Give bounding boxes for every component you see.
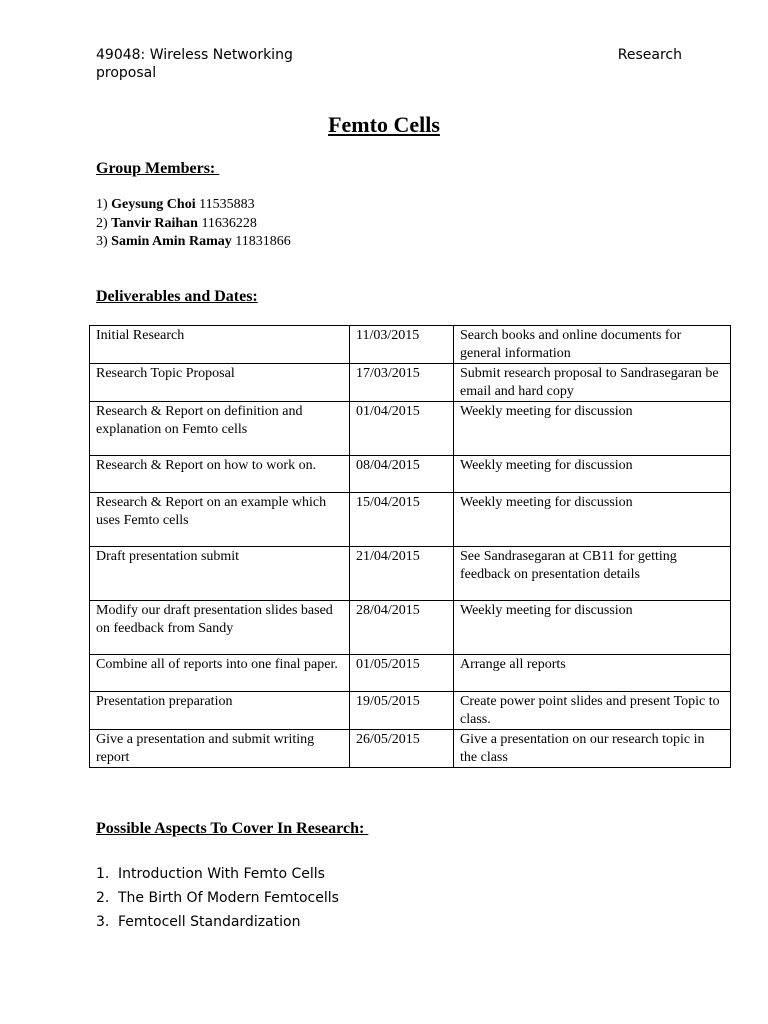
task-cell: Give a presentation and submit writing report <box>90 730 350 768</box>
list-item-text: Femtocell Standardization <box>118 914 301 930</box>
date-cell: 11/03/2015 <box>350 326 454 364</box>
group-members-list <box>96 196 291 252</box>
note-cell: Search books and online documents for general information <box>454 326 731 364</box>
list-number: 3. <box>96 914 110 930</box>
member-id: 11535883 <box>195 197 255 212</box>
table-row <box>90 326 731 364</box>
task-cell: Draft presentation submit <box>90 547 350 601</box>
list-item-text: Introduction With Femto Cells <box>118 866 325 882</box>
member-name: Samin Amin Ramay <box>111 234 232 249</box>
note-cell: Weekly meeting for discussion <box>454 402 731 456</box>
list-item-text: The Birth Of Modern Femtocells <box>118 890 339 906</box>
list-number: 1. <box>96 866 110 882</box>
deliverables-heading: Deliverables and Dates: <box>96 288 258 305</box>
page-header <box>96 46 686 82</box>
date-cell: 01/05/2015 <box>350 655 454 692</box>
list-item <box>96 910 339 934</box>
doc-type-label-continued: proposal <box>96 65 157 81</box>
date-cell: 28/04/2015 <box>350 601 454 655</box>
group-members-heading: Group Members: <box>96 160 220 177</box>
note-cell: Weekly meeting for discussion <box>454 456 731 493</box>
list-item <box>96 862 339 886</box>
table-row <box>90 402 731 456</box>
member-row: 2) Tanvir Raihan 11636228 <box>96 215 257 231</box>
table-row <box>90 547 731 601</box>
task-cell: Initial Research <box>90 326 350 364</box>
member-row: 3) Samin Amin Ramay 11831866 <box>96 234 291 249</box>
date-cell: 01/04/2015 <box>350 402 454 456</box>
table-row <box>90 364 731 402</box>
table-row <box>90 692 731 730</box>
date-cell: 17/03/2015 <box>350 364 454 402</box>
note-cell: Give a presentation on our research topic in the class <box>454 730 731 768</box>
table-row <box>90 601 731 655</box>
member-id: 11636228 <box>197 215 257 231</box>
task-cell: Research & Report on an example which uses Femto cells <box>90 493 350 547</box>
note-cell: Submit research proposal to Sandrasegaran be email and hard copy <box>454 364 731 402</box>
aspects-list <box>96 862 339 934</box>
deliverables-table <box>89 325 731 768</box>
aspects-heading: Possible Aspects To Cover In Research: <box>96 820 369 837</box>
course-title: 49048: Wireless Networking <box>96 47 293 63</box>
member-name: Tanvir Raihan <box>111 215 198 231</box>
task-cell: Modify our draft presentation slides based on feedback from Sandy <box>90 601 350 655</box>
date-cell: 15/04/2015 <box>350 493 454 547</box>
table-row <box>90 655 731 692</box>
task-cell: Presentation preparation <box>90 692 350 730</box>
note-cell: Weekly meeting for discussion <box>454 601 731 655</box>
member-row: 1) Geysung Choi 11535883 <box>96 197 255 212</box>
task-cell: Research Topic Proposal <box>90 364 350 402</box>
table-row <box>90 493 731 547</box>
list-item <box>96 886 339 910</box>
date-cell: 08/04/2015 <box>350 456 454 493</box>
task-cell: Research & Report on definition and explanation on Femto cells <box>90 402 350 456</box>
member-id: 11831866 <box>231 234 291 249</box>
list-number: 2. <box>96 890 110 906</box>
date-cell: 21/04/2015 <box>350 547 454 601</box>
document-title: Femto Cells <box>328 112 440 137</box>
note-cell: See Sandrasegaran at CB11 for getting feedback on presentation details <box>454 547 731 601</box>
table-row <box>90 456 731 493</box>
note-cell: Weekly meeting for discussion <box>454 493 731 547</box>
task-cell: Combine all of reports into one final paper. <box>90 655 350 692</box>
table-row <box>90 730 731 768</box>
note-cell: Arrange all reports <box>454 655 731 692</box>
member-name: Geysung Choi <box>111 197 196 212</box>
doc-type-label: Research <box>617 47 682 63</box>
note-cell: Create power point slides and present Topic to class. <box>454 692 731 730</box>
date-cell: 19/05/2015 <box>350 692 454 730</box>
task-cell: Research & Report on how to work on. <box>90 456 350 493</box>
date-cell: 26/05/2015 <box>350 730 454 768</box>
